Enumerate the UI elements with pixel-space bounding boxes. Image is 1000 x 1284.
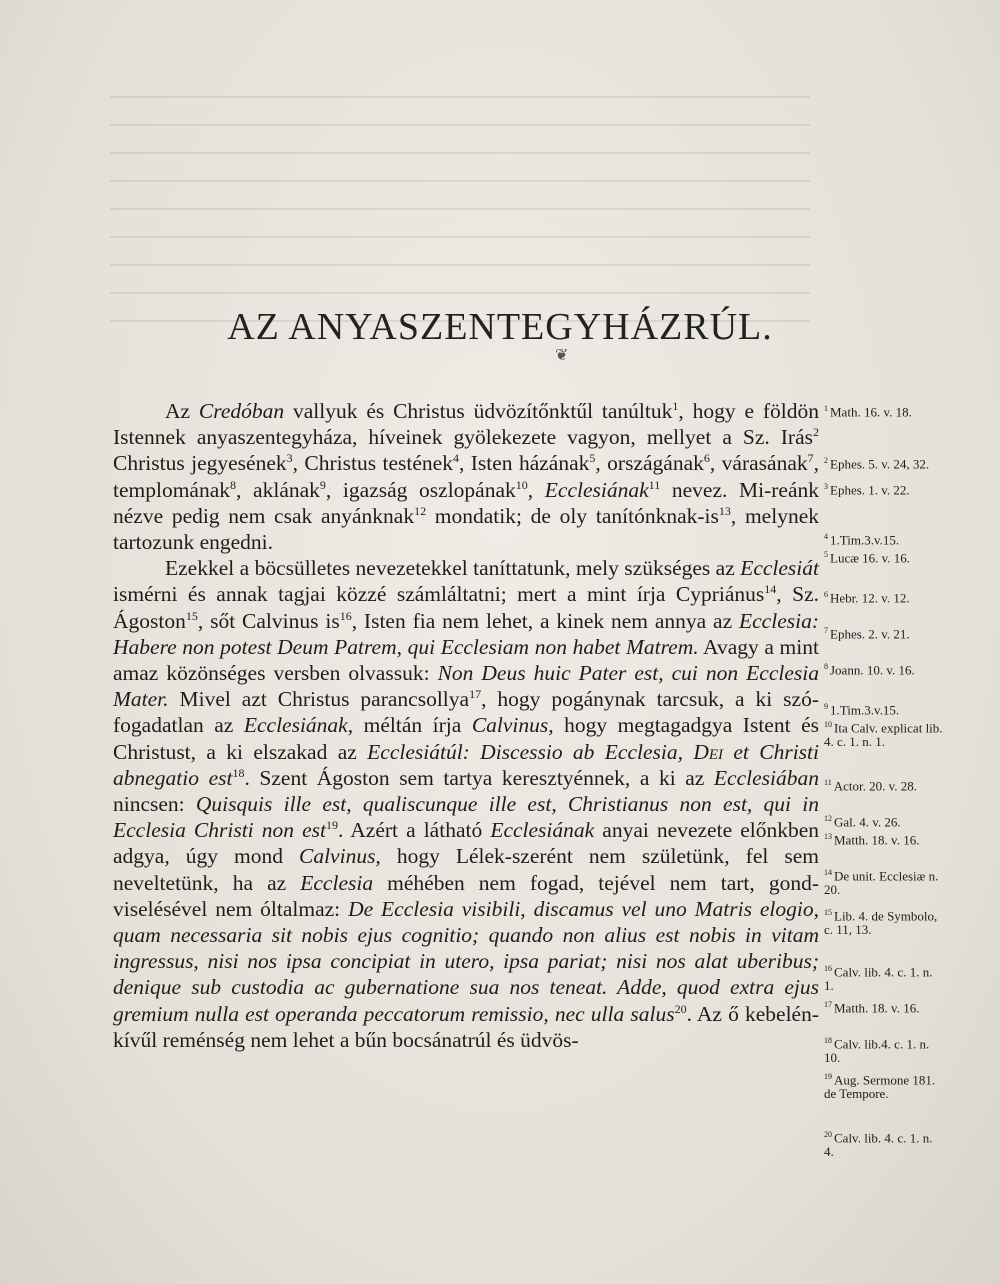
- margin-note: [824, 906, 944, 936]
- footnote-ref: 6: [703, 451, 710, 466]
- text-run: mondatik; de oly tanítónknak-is: [426, 503, 719, 528]
- note-text: Lucæ 16. v. 16.: [830, 550, 911, 566]
- italic-run: Ecclesiátúl: Discessio ab Ecclesia,: [367, 739, 694, 764]
- note-number: 10: [824, 720, 832, 729]
- text-run: , Christus testének: [292, 451, 453, 476]
- note-text: Ephes. 1. v. 22.: [830, 482, 910, 498]
- note-text: 1.Tim.3.v.15.: [830, 532, 900, 548]
- text-run: ,: [527, 477, 545, 502]
- note-text: Actor. 20. v. 28.: [833, 778, 917, 794]
- note-text: Gal. 4. v. 26.: [834, 814, 901, 830]
- text-run: Ezekkel a böcsülletes nevezetekkel taníttatunk, mely szükséges az: [165, 556, 741, 581]
- text-run: . Szent Ágoston sem tartya keresztyénnek, a ki az: [244, 765, 714, 790]
- footnote-ref: 15: [185, 608, 198, 623]
- note-number: 2: [824, 456, 828, 465]
- note-text: Lib. 4. de Symbolo, c. 11, 13.: [824, 908, 938, 937]
- footnote-ref: 4: [452, 451, 459, 466]
- footnote-ref: 1: [672, 398, 679, 413]
- note-text: Ephes. 2. v. 21.: [830, 626, 910, 642]
- note-text: Matth. 18. v. 16.: [834, 1000, 920, 1016]
- note-text: Ephes. 5. v. 24, 32.: [830, 456, 930, 472]
- italic-run: Ecclesiában: [713, 765, 819, 790]
- italic-run: Credóban: [198, 399, 285, 423]
- note-text: De unit. Ecclesiæ n. 20.: [824, 868, 939, 897]
- text-run: nincsen:: [113, 792, 196, 817]
- margin-note: [824, 812, 944, 829]
- text-run: , hogy e földön Istennek anyaszentegyháza, híveinek gyölekezete vagyon, mellyet a Sz. Irás: [113, 399, 819, 450]
- text-run: anyai nevezete előnkben adgya, úgy mond: [113, 818, 820, 869]
- note-text: Math. 16. v. 18.: [830, 404, 912, 420]
- note-number: 19: [824, 1072, 832, 1081]
- note-number: 13: [824, 832, 832, 841]
- note-text: Matth. 18. v. 16.: [834, 832, 920, 848]
- text-run: vallyuk és Christus üdvözítőnktűl tanúltuk: [284, 399, 673, 423]
- margin-note: [824, 700, 944, 717]
- text-run: , Isten fia nem lehet, a kinek nem annya az: [351, 608, 739, 633]
- text-run: , várasának: [709, 451, 808, 476]
- note-text: Calv. lib. 4. c. 1. n. 4.: [824, 1130, 933, 1159]
- note-number: 3: [824, 482, 828, 491]
- note-number: 8: [824, 662, 828, 671]
- margin-note: [824, 962, 944, 992]
- margin-note: [824, 402, 944, 419]
- text-run: , Sz. Ágoston: [113, 582, 819, 633]
- text-run: , sőt Calvinus is: [197, 608, 340, 633]
- note-text: Calv. lib. 4. c. 1. n. 1.: [824, 964, 933, 993]
- text-run: , igazság oszlopának: [325, 477, 516, 502]
- footnote-ref: 7: [807, 451, 814, 466]
- text-run: , aklának: [236, 477, 320, 502]
- paragraph-1: [113, 398, 819, 555]
- note-text: Aug. Sermone 181. de Tempore.: [824, 1072, 936, 1101]
- note-number: 6: [824, 590, 828, 599]
- footnote-ref: 17: [469, 687, 482, 702]
- margin-note: [824, 830, 944, 847]
- margin-note: [824, 480, 944, 497]
- footnote-ref: 14: [764, 582, 777, 597]
- margin-note: [824, 866, 944, 896]
- footnote-ref: 18: [232, 765, 245, 780]
- note-text: Ita Calv. explicat lib. 4. c. 1. n. 1.: [824, 720, 943, 749]
- footnote-ref: 5: [589, 451, 596, 466]
- italic-run: Ecclesiának: [490, 818, 595, 843]
- italic-run: Ecclesia: Habere non potest Deum Patrem, qui Ecclesiam non habet Matrem.: [113, 608, 819, 659]
- margin-note: [824, 454, 944, 471]
- margin-note: [824, 776, 944, 793]
- note-text: Hebr. 12. v. 12.: [830, 590, 910, 606]
- text-run: ismérni és annak tagjai közzé számláltatni; mert a mint írja Cypriánus: [113, 582, 765, 607]
- smallcaps-run: Dei: [693, 739, 724, 764]
- text-run: . Az ő kebelén-kívűl reménség nem lehet a bűn bocsánatrúl és üdvös-: [113, 1001, 819, 1052]
- footnote-ref: 2: [813, 425, 819, 440]
- note-text: Joann. 10. v. 16.: [830, 662, 915, 678]
- italic-run: Ecclesiának,: [243, 713, 354, 738]
- text-run: , országának: [595, 451, 704, 476]
- italic-run: Ecclesiának: [544, 477, 649, 502]
- margin-note: [824, 530, 944, 547]
- note-number: 15: [824, 908, 832, 917]
- margin-note: [824, 998, 944, 1015]
- text-run: hogy Lélek-szerént nem születünk, fel sem neveltetünk, ha az: [113, 844, 819, 895]
- footnote-ref: 13: [718, 503, 731, 518]
- note-number: 11: [824, 778, 832, 787]
- note-number: 5: [824, 550, 828, 559]
- text-run: , Isten házának: [458, 451, 590, 476]
- note-number: 20: [824, 1130, 832, 1139]
- text-run: nevez. Mi-reánk nézve pedig nem csak anyánknak: [113, 477, 820, 528]
- text-run: Christus jegyesének: [113, 451, 287, 476]
- chapter-title: AZ ANYASZENTEGYHÁZRÚL.: [227, 306, 773, 348]
- text-run: méltán írja: [353, 713, 472, 738]
- margin-note: [824, 1070, 944, 1100]
- text-run: , templomának: [113, 451, 820, 502]
- italic-run: et Christi abnegatio est: [113, 739, 819, 790]
- margin-note: [824, 548, 944, 565]
- margin-note: [824, 660, 944, 677]
- note-number: 14: [824, 868, 832, 877]
- margin-note: [824, 1128, 944, 1158]
- note-number: 7: [824, 626, 828, 635]
- note-number: 17: [824, 1000, 832, 1009]
- italic-run: De Ecclesia visibili, discamus vel uno Matris elogio, quam necessaria sit nobis ejus cognitio; quando non alius est nobis in vitam ingressus, nisi nos ipsa concipiat in utero, ipsa pariat; nisi nos alat uberibus; denique sub custodia ac gubernatione sua nos teneat. Adde, quod extra ejus gremium nulla est operanda peccatorum remissio, nec ulla salus: [113, 896, 819, 1026]
- paragraph-2: [113, 555, 819, 1053]
- margin-note: [824, 1034, 944, 1064]
- margin-note: [824, 718, 944, 748]
- note-number: 4: [824, 532, 828, 541]
- footnote-ref: 11: [648, 477, 661, 492]
- note-number: 1: [824, 404, 828, 413]
- italic-run: Non Deus huic Pater est, cui non Ecclesia Mater.: [113, 661, 819, 712]
- note-number: 18: [824, 1036, 832, 1045]
- footnote-ref: 9: [319, 477, 326, 492]
- footnote-ref: 12: [414, 503, 427, 518]
- ornament-icon: ❦: [555, 347, 569, 364]
- footnote-ref: 8: [230, 477, 237, 492]
- italic-run: Quisquis ille est, qualiscunque ille est, Christianus non est, qui in Ecclesia Christi non est: [113, 792, 819, 843]
- margin-note: [824, 588, 944, 605]
- footnote-ref: 16: [339, 608, 352, 623]
- italic-run: Calvinus,: [471, 713, 554, 738]
- note-text: Calv. lib.4. c. 1. n. 10.: [824, 1036, 930, 1065]
- italic-run: Calvinus,: [298, 844, 381, 869]
- text-run: hogy megtagadgya Istent és Christust, a ki elszakad az: [113, 713, 819, 764]
- body-text: [113, 398, 819, 1053]
- text-run: , hogy pogánynak tarcsuk, a ki szó-fogadatlan az: [113, 687, 819, 738]
- italic-run: Ecclesia: [300, 870, 374, 895]
- text-run: . Azért a látható: [337, 818, 491, 843]
- footnote-ref: 10: [515, 477, 528, 492]
- note-number: 16: [824, 964, 832, 973]
- text-run: Az: [165, 399, 199, 423]
- note-number: 9: [824, 702, 828, 711]
- text-run: Avagy a mint amaz közönséges versben olvassuk:: [113, 634, 819, 686]
- text-run: , melynek tartozunk engedni.: [113, 503, 819, 555]
- text-run: méhében nem fogad, tejével nem tart, gond-viselésével nem óltalmaz:: [113, 870, 819, 921]
- italic-run: Ecclesiát: [740, 556, 819, 581]
- note-text: 1.Tim.3.v.15.: [830, 702, 900, 718]
- margin-note: [824, 624, 944, 641]
- footnote-ref: 3: [286, 451, 293, 466]
- footnote-ref: 20: [674, 1001, 687, 1016]
- note-number: 12: [824, 814, 832, 823]
- footnote-ref: 19: [325, 818, 338, 833]
- text-run: Mivel azt Christus parancsollya: [168, 687, 470, 712]
